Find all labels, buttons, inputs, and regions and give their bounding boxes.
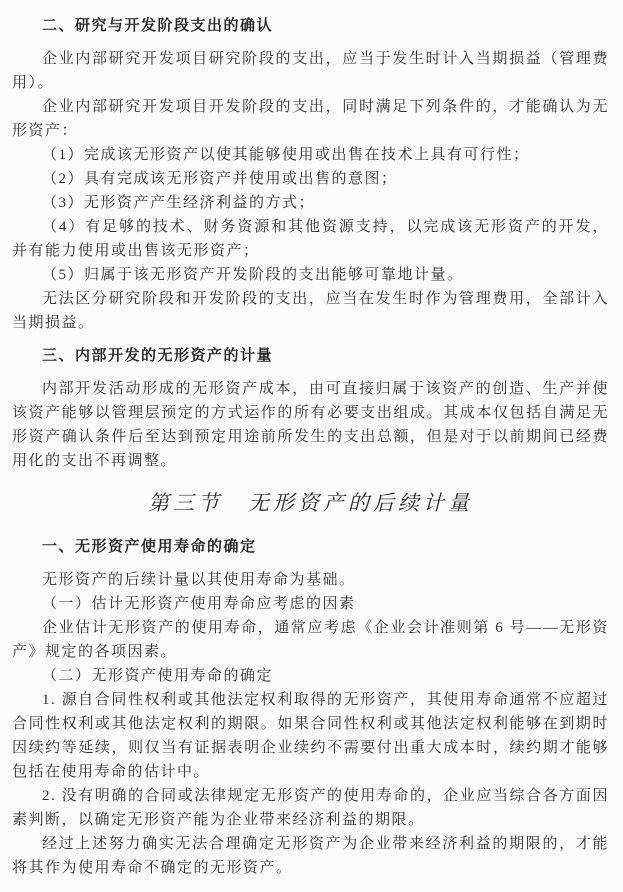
numbered-condition-item: （1）完成该无形资产以使其能够使用或出售在技术上具有可行性； <box>42 147 530 163</box>
numbered-paragraph: 2. 没有明确的合同或法律规定无形资产的使用寿命的，企业应当综合各方面因素判断，以确定无形资产能为企业带来经济利益的期限。 <box>12 788 609 828</box>
numbered-condition-item: （4）有足够的技术、财务资源和其他资源支持，以完成该无形资产的开发，并有能力使用或出售该无形资产； <box>12 219 609 259</box>
paragraph: 企业内部研究开发项目开发阶段的支出，同时满足下列条件的，才能确认为无形资产： <box>12 99 609 139</box>
paragraph: 企业内部研究开发项目研究阶段的支出，应当于发生时计入当期损益（管理费用）。 <box>12 51 609 91</box>
paragraph: 经过上述努力确实无法合理确定无形资产为企业带来经济利益的期限的，才能将其作为使用寿命不确定的无形资产。 <box>12 836 609 876</box>
numbered-condition-item: （5）归属于该无形资产开发阶段的支出能够可靠地计量。 <box>42 267 464 283</box>
paragraph: 无形资产的后续计量以其使用寿命为基础。 <box>42 572 356 588</box>
numbered-condition-item: （2）具有完成该无形资产并使用或出售的意图； <box>42 171 398 187</box>
numbered-paragraph: 1. 源自合同性权利或其他法定权利取得的无形资产，其使用寿命通常不应超过合同性权利或其他法定权利的期限。如果合同性权利或其他法定权利能够在到期时因续约等延续，则仅当有证据表明企业续约不需要付出重大成本时，续约期才能够包括在使用寿命的估计中。 <box>12 692 609 780</box>
section-heading: 一、无形资产使用寿命的确定 <box>42 538 257 555</box>
section-heading: 二、研究与开发阶段支出的确认 <box>42 17 274 34</box>
paragraph: 无法区分研究阶段和开发阶段的支出，应当在发生时作为管理费用，全部计入当期损益。 <box>12 291 609 331</box>
section-heading: 三、内部开发的无形资产的计量 <box>42 347 274 364</box>
sub-heading-paragraph: （一）估计无形资产使用寿命应考虑的因素 <box>42 596 356 612</box>
sub-heading-paragraph: （二）无形资产使用寿命的确定 <box>42 668 274 684</box>
numbered-condition-item: （3）无形资产产生经济利益的方式； <box>42 195 316 211</box>
paragraph: 内部开发活动形成的无形资产成本，由可直接归属于该资产的创造、生产并使该资产能够以管理层预定的方式运作的所有必要支出组成。其成本仅包括自满足无形资产确认条件后至达到预定用途前所发生的支出总额，但是对于以前期间已经费用化的支出不再调整。 <box>12 381 609 469</box>
chapter-section-title: 第三节 无形资产的后续计量 <box>148 491 473 515</box>
paragraph: 企业估计无形资产的使用寿命，通常应考虑《企业会计准则第 6 号——无形资产》规定的各项因素。 <box>12 620 609 660</box>
